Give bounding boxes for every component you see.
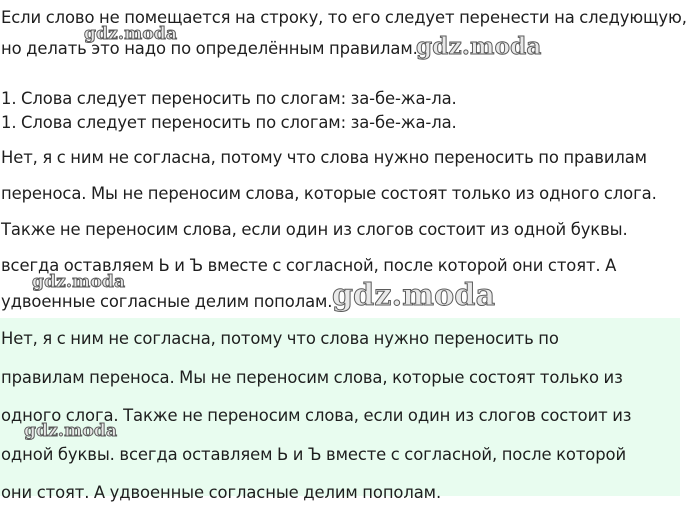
answer-line: переноса. Мы не переносим слова, которые состоят только из одного слога. (1, 184, 657, 203)
answer-line: всегда оставляем Ь и Ъ вместе с согласной, после которой они стоят. А (1, 256, 617, 275)
answer-line: удвоенные согласные делим пополам. (1, 292, 333, 311)
highlighted-answer-paragraph (0, 318, 680, 502)
clipped-text-strip (0, 113, 680, 136)
answer-line: Также не переносим слова, если один из слогов состоит из одной буквы. (1, 220, 628, 239)
clipped-line: 1. Слова следует переносить по слогам: за-бе-жа-ла. (1, 113, 457, 132)
watermark-logo: gdz.moda (32, 272, 126, 292)
answer-line: одной буквы. всегда оставляем Ь и Ъ вместе с согласной, после которой (1, 444, 627, 464)
rule-text: 1. Слова следует переносить по слогам: за-бе-жа-ла. (1, 89, 457, 108)
watermark-logo: gdz.moda (84, 24, 178, 44)
watermark-logo: gdz.moda (24, 421, 118, 441)
answer-line: Нет, я с ним не согласна, потому что слова нужно переносить по правилам (1, 148, 647, 167)
answer-line: они стоят. А удвоенные согласные делим пополам. (1, 483, 442, 502)
watermark-logo: gdz.moda (332, 278, 496, 313)
intro-line: но делать это надо по определённым правилам. (1, 39, 418, 58)
answer-line: правилам переноса. Мы не переносим слова, которые состоят только из (1, 367, 623, 387)
answer-line: Нет, я с ним не согласна, потому что слова нужно переносить по (1, 329, 559, 348)
intro-line: Если слово не помещается на строку, то его следует перенести на следующую, (1, 8, 687, 27)
watermark-logo: gdz.moda (416, 33, 542, 60)
answer-line: одного слога. Также не переносим слова, если один из слогов состоит из (1, 406, 632, 425)
